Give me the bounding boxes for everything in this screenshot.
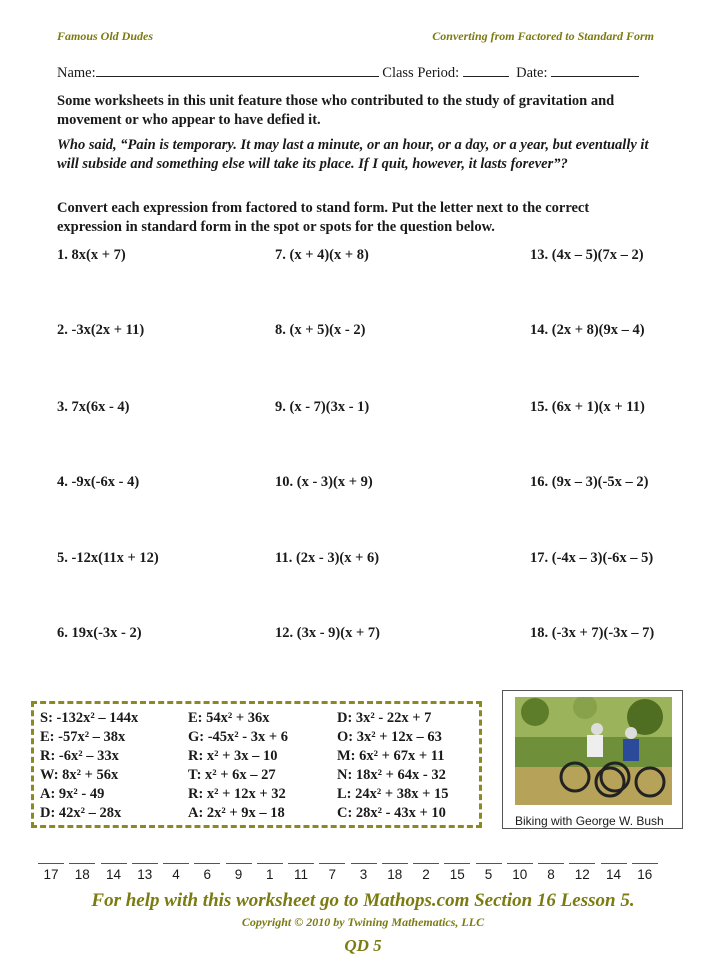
answer-choice: E: -57x² – 38x: [40, 729, 126, 745]
problem-10: 10. (x - 3)(x + 9): [275, 474, 373, 490]
problem-1: 1. 8x(x + 7): [57, 247, 126, 263]
answer-bank: [31, 701, 482, 828]
photo-frame: [502, 690, 683, 829]
answer-choice: R: -6x² – 33x: [40, 748, 119, 764]
problem-14: 14. (2x + 8)(9x – 4): [530, 322, 645, 338]
problem-17: 17. (-4x – 3)(-6x – 5): [530, 550, 654, 566]
problem-5: 5. -12x(11x + 12): [57, 550, 159, 566]
problem-7: 7. (x + 4)(x + 8): [275, 247, 369, 263]
answer-blank[interactable]: 18: [382, 863, 408, 882]
date-label: Date:: [516, 65, 548, 81]
help-footer: For help with this worksheet go to Mathops.com Section 16 Lesson 5.: [91, 890, 635, 911]
answer-choice: D: 42x² – 28x: [40, 805, 122, 821]
answer-blank[interactable]: 2: [413, 863, 439, 882]
problem-4: 4. -9x(-6x - 4): [57, 474, 140, 490]
answer-blank[interactable]: 9: [226, 863, 252, 882]
answer-choice: R: x² + 12x + 32: [188, 786, 286, 802]
problem-9: 9. (x - 7)(3x - 1): [275, 399, 370, 415]
answer-blank[interactable]: 11: [288, 863, 314, 882]
answer-choice: A: 2x² + 9x – 18: [188, 805, 285, 821]
answer-blank[interactable]: 8: [538, 863, 564, 882]
answer-choice: C: 28x² - 43x + 10: [337, 805, 446, 821]
answer-blank[interactable]: 16: [632, 863, 658, 882]
answer-blank[interactable]: 3: [351, 863, 377, 882]
problem-3: 3. 7x(6x - 4): [57, 399, 130, 415]
problem-2: 2. -3x(2x + 11): [57, 322, 145, 338]
intro-text: Some worksheets in this unit feature those who contributed to the study of gravitation and movement or who appear to have defied it.: [57, 93, 615, 128]
problem-13: 13. (4x – 5)(7x – 2): [530, 247, 644, 263]
answer-choice: N: 18x² + 64x - 32: [337, 767, 446, 783]
answer-blank[interactable]: 7: [319, 863, 345, 882]
quote-question: Who said, “Pain is temporary. It may last a minute, or an hour, or a day, or a year, but eventually it will subside and something else will take its place. If I quit, however, it lasts forever”?: [57, 137, 649, 172]
name-field[interactable]: [96, 63, 379, 77]
answer-choice: E: 54x² + 36x: [188, 710, 270, 726]
worksheet-code: QD 5: [344, 936, 382, 955]
answer-blank[interactable]: 6: [194, 863, 220, 882]
answer-choice: S: -132x² – 144x: [40, 710, 139, 726]
class-period-label: Class Period:: [382, 65, 460, 81]
answer-blank[interactable]: 14: [101, 863, 127, 882]
problem-12: 12. (3x - 9)(x + 7): [275, 625, 380, 641]
answer-choice: M: 6x² + 67x + 11: [337, 748, 445, 764]
answer-blank[interactable]: 1: [257, 863, 283, 882]
answer-choice: T: x² + 6x – 27: [188, 767, 276, 783]
name-label: Name:: [57, 65, 96, 81]
photo-caption: Biking with George W. Bush: [515, 814, 664, 828]
answer-blank[interactable]: 14: [601, 863, 627, 882]
answer-choice: O: 3x² + 12x – 63: [337, 729, 442, 745]
copyright: Copyright © 2010 by Twining Mathematics, LLC: [241, 915, 485, 929]
answer-choice: A: 9x² - 49: [40, 786, 105, 802]
answer-blanks: [38, 863, 658, 882]
answer-blank[interactable]: 10: [507, 863, 533, 882]
instructions: Convert each expression from factored to stand form. Put the letter next to the correct expression in standard form in the spot or spots for the question below.: [57, 200, 590, 235]
answer-choice: D: 3x² - 22x + 7: [337, 710, 432, 726]
answer-blank[interactable]: 18: [69, 863, 95, 882]
answer-blank[interactable]: 17: [38, 863, 64, 882]
problem-18: 18. (-3x + 7)(-3x – 7): [530, 625, 655, 641]
problem-11: 11. (2x - 3)(x + 6): [275, 550, 380, 566]
problem-16: 16. (9x – 3)(-5x – 2): [530, 474, 649, 490]
class-period-field[interactable]: [463, 63, 509, 77]
biking-photo: [515, 697, 672, 805]
header-left: Famous Old Dudes: [57, 29, 154, 43]
answer-blank[interactable]: 15: [444, 863, 470, 882]
name-line: [57, 63, 639, 82]
answer-choice: L: 24x² + 38x + 15: [337, 786, 449, 802]
answer-choice: G: -45x² - 3x + 6: [188, 729, 288, 745]
answer-blank[interactable]: 13: [132, 863, 158, 882]
problem-15: 15. (6x + 1)(x + 11): [530, 399, 645, 415]
problem-6: 6. 19x(-3x - 2): [57, 625, 142, 641]
date-field[interactable]: [551, 63, 639, 77]
answer-blank[interactable]: 12: [569, 863, 595, 882]
problem-8: 8. (x + 5)(x - 2): [275, 322, 366, 338]
header-right: Converting from Factored to Standard Form: [432, 29, 654, 43]
answer-blank[interactable]: 4: [163, 863, 189, 882]
answer-choice: W: 8x² + 56x: [40, 767, 119, 783]
answer-choice: R: x² + 3x – 10: [188, 748, 278, 764]
answer-blank[interactable]: 5: [476, 863, 502, 882]
